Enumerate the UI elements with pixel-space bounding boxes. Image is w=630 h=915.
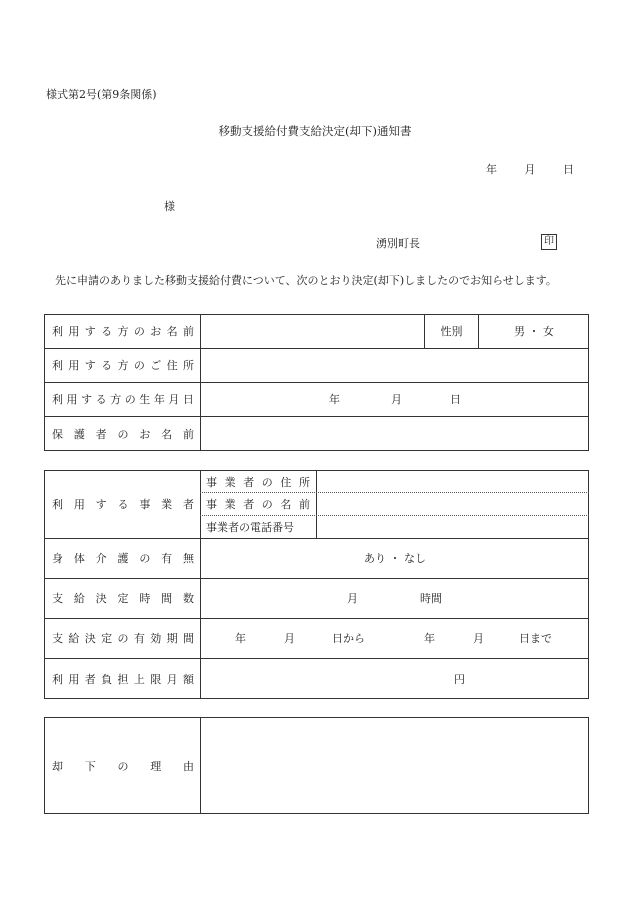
physical-care-options[interactable]: あり ・ なし (364, 552, 426, 565)
guardian-label-text: 保 護 者 の お 名 前 (52, 427, 194, 441)
issue-date (462, 161, 574, 177)
gender-label: 性別 (440, 325, 463, 338)
applicant-name-label (44, 314, 200, 348)
provider-address-label (206, 471, 314, 492)
birthdate-label (44, 382, 200, 416)
period-to-day: 日まで (519, 632, 552, 645)
birth-day-label: 日 (450, 393, 461, 406)
document-title: 移動支援給付費支給決定(却下)通知書 (218, 124, 412, 138)
rejection-reason-label (44, 717, 200, 814)
guardian-label (44, 416, 200, 451)
validity-period-label (44, 618, 200, 658)
period-from-day: 日から (332, 632, 365, 645)
period-from-month: 月 (284, 632, 295, 645)
cost-limit-field[interactable] (201, 658, 589, 699)
applicant-address-label-text: 利 用 す る 方 の ご 住 所 (52, 359, 194, 372)
applicant-name-field[interactable] (201, 315, 424, 348)
birth-year-label: 年 (329, 393, 340, 406)
cost-limit-label-text: 利 用 者 負 担 上 限 月 額 (52, 672, 194, 686)
rejection-reason-label-text: 却 下 の 理 由 (52, 759, 194, 773)
provider-phone-field[interactable] (317, 516, 589, 538)
provider-name-field[interactable] (317, 493, 589, 515)
physical-care-label-text: 身 体 介 護 の 有 無 (52, 552, 194, 565)
provider-name-label (206, 493, 314, 515)
hours-field[interactable] (201, 578, 589, 618)
period-from-year: 年 (235, 632, 246, 645)
form-number: 様式第2号(第9条関係) (46, 88, 157, 101)
birth-month-label: 月 (391, 393, 402, 406)
provider-address-field[interactable] (317, 471, 589, 492)
applicant-address-label (44, 348, 200, 382)
birthdate-label-text: 利 用 す る 方 の 生 年 月 日 (52, 393, 194, 406)
date-year-label: 年 (486, 163, 497, 176)
period-to-year: 年 (424, 632, 435, 645)
issuer-name: 湧別町長 (376, 237, 420, 250)
hours-label (44, 578, 200, 618)
hours-month-label: 月 (347, 592, 358, 605)
gender-options[interactable]: 男 ・ 女 (514, 325, 554, 338)
addressee-suffix: 様 (164, 200, 175, 213)
intro-paragraph: 先に申請のありました移動支援給付費について、次のとおり決定(却下)しましたのでお知らせします。 (55, 274, 557, 287)
guardian-name-field[interactable] (201, 417, 589, 451)
rejection-reason-field[interactable] (201, 718, 589, 814)
date-day-label: 日 (563, 163, 574, 176)
validity-period-label-text: 支 給 決 定 の 有 効 期 間 (52, 632, 194, 645)
seal-stamp: 印 (541, 234, 557, 250)
date-month-label: 月 (524, 163, 536, 176)
period-to-month: 月 (473, 632, 484, 645)
provider-phone-label: 事業者の電話番号 (206, 521, 294, 534)
applicant-address-field[interactable] (201, 349, 589, 382)
physical-care-label (44, 538, 200, 578)
provider-address-label-text: 事 業 者 の 住 所 (206, 475, 310, 489)
provider-name-label-text: 事 業 者 の 名 前 (206, 498, 310, 511)
birthdate-field[interactable] (201, 382, 589, 416)
cost-limit-unit: 円 (454, 672, 465, 686)
provider-label-text: 利 用 す る 事 業 者 (52, 498, 194, 511)
validity-period-field[interactable] (201, 618, 589, 658)
provider-label (44, 470, 200, 538)
hours-label-text: 支 給 決 定 時 間 数 (52, 592, 194, 605)
cost-limit-label (44, 658, 200, 699)
applicant-name-label-text: 利 用 す る 方 の お 名 前 (52, 325, 194, 338)
hours-unit-label: 時間 (420, 592, 442, 605)
